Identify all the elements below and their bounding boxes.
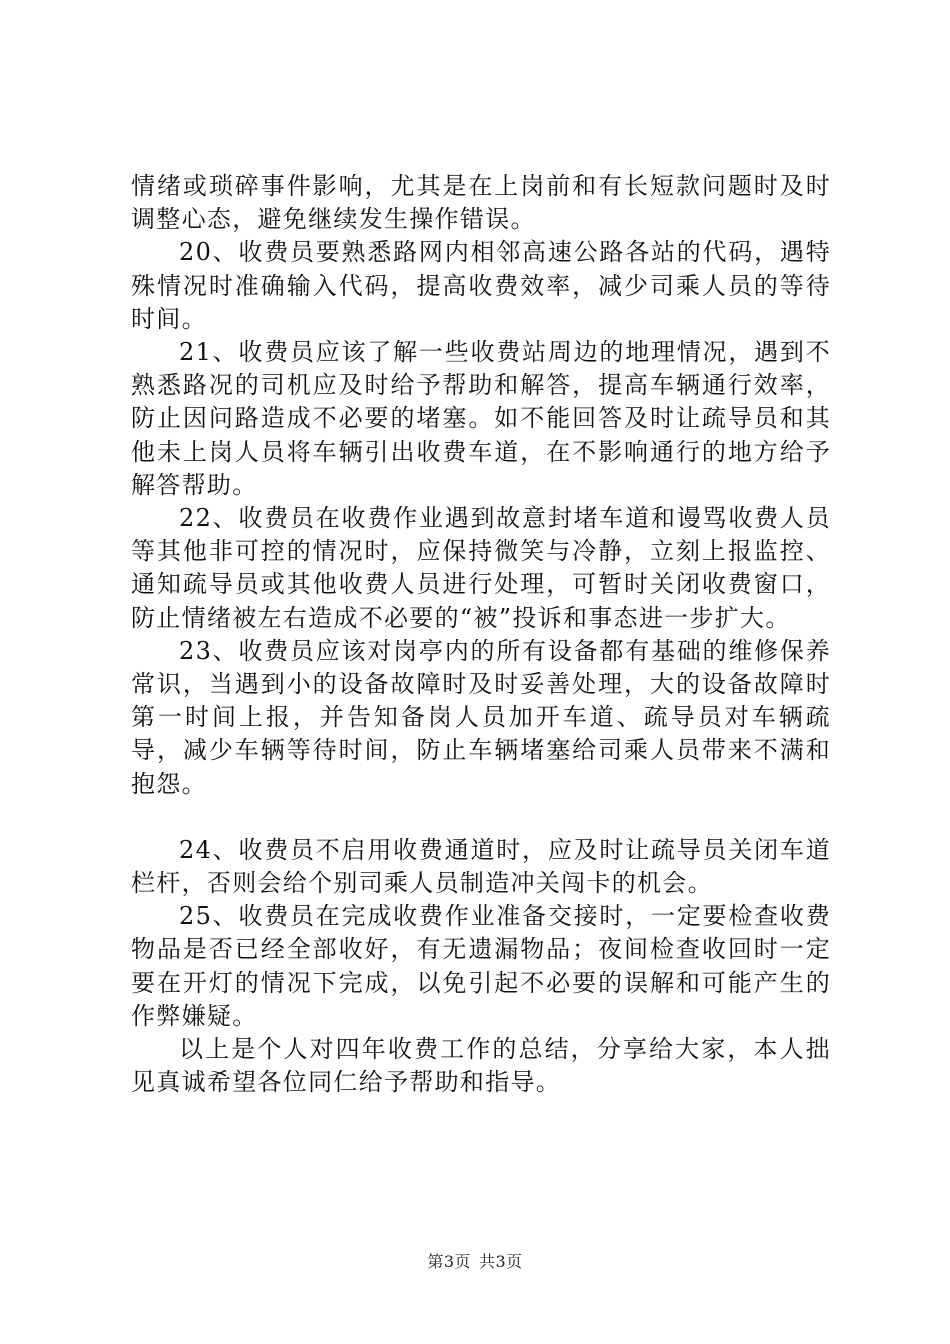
paragraph-item-21: 21、收费员应该了解一些收费站周边的地理情况，遇到不熟悉路况的司机应及时给予帮助和解答，提高车辆通行效率，防止因问路造成不必要的堵塞。如不能回答及时让疏导员和其他未上岗人员将车辆引出收费车道，在不影响通行的地方给予解答帮助。: [131, 338, 831, 499]
document-body: [131, 170, 831, 1099]
page-total: 共3页: [479, 1252, 523, 1271]
paragraph-conclusion: 以上是个人对四年收费工作的总结，分享给大家，本人拙见真诚希望各位同仁给予帮助和指导。: [131, 1035, 831, 1097]
paragraph-item-23: 23、收费员应该对岗亭内的所有设备都有基础的维修保养常识，当遇到小的设备故障时及时妥善处理，大的设备故障时第一时间上报，并告知备岗人员加开车道、疏导员对车辆疏导，减少车辆等待时间，防止车辆堵塞给司乘人员带来不满和抱怨。: [131, 636, 831, 798]
paragraph-item-20: 20、收费员要熟悉路网内相邻高速公路各站的代码，遇特殊情况时准确输入代码，提高收费效率，减少司乘人员的等待时间。: [131, 238, 831, 333]
page-footer: [0, 1252, 950, 1272]
paragraph-item-22: 22、收费员在收费作业遇到故意封堵车道和谩骂收费人员等其他非可控的情况时，应保持微笑与冷静，立刻上报监控、通知疏导员或其他收费人员进行处理，可暂时关闭收费窗口，防止情绪被左右造成不必要的“被”投诉和事态进一步扩大。: [131, 504, 831, 632]
page-number: 第3页: [427, 1252, 471, 1271]
paragraph-continuation: 情绪或琐碎事件影响，尤其是在上岗前和有长短款问题时及时调整心态，避免继续发生操作错误。: [131, 172, 831, 234]
paragraph-item-25: 25、收费员在完成收费作业准备交接时，一定要检查收费物品是否已经全部收好，有无遗漏物品；夜间检查收回时一定要在开灯的情况下完成，以免引起不必要的误解和可能产生的作弊嫌疑。: [131, 902, 831, 1030]
paragraph-item-24: 24、收费员不启用收费通道时，应及时让疏导员关闭车道栏杆，否则会给个别司乘人员制造冲关闯卡的机会。: [131, 835, 831, 898]
